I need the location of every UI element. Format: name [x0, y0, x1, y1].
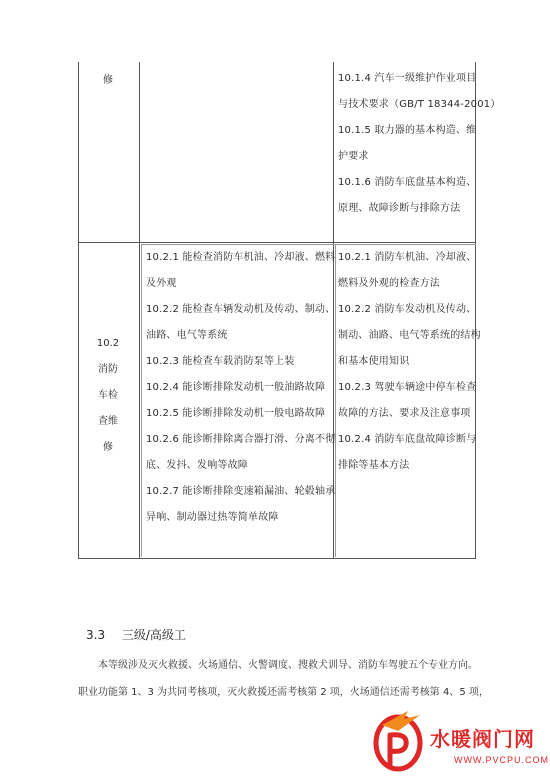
knowledge-line: 10.2.4 消防车底盘故障诊断与 — [338, 434, 477, 445]
skill-line: 10.2.3 能检查车载消防泵等上装 — [146, 356, 295, 367]
skill-line: 底、发抖、发响等故障 — [146, 460, 248, 471]
knowledge-line: 原理、故障诊断与排除方法 — [338, 203, 461, 214]
category-text: 修 — [103, 75, 113, 86]
section-title: 三级/高级工 — [121, 628, 186, 642]
knowledge-line: 10.1.5 取力器的基本构造、维 — [338, 125, 477, 136]
knowledge-line: 10.1.4 汽车一级维护作业项目 — [338, 73, 477, 84]
watermark-url: WWW.PVCPU.COM — [454, 755, 549, 765]
category-line: 车检 — [98, 390, 118, 401]
knowledge-line: 与技术要求（GB/T 18344-2001） — [338, 99, 501, 110]
knowledge-line: 和基本使用知识 — [338, 356, 410, 367]
knowledge-line: 护要求 — [338, 151, 369, 162]
body-paragraph: 本等级涉及灭火救援、火场通信、火警调度、搜救犬训导、消防车驾驶五个专业方向。 — [98, 660, 478, 671]
skill-line: 油路、电气等系统 — [146, 330, 228, 341]
cell-knowledge-bottom — [338, 245, 481, 479]
competency-table — [78, 62, 501, 559]
skill-line: 10.2.7 能诊断排除变速箱漏油、轮毂轴承 — [146, 486, 336, 497]
knowledge-line: 故障的方法、要求及注意事项 — [338, 408, 471, 419]
pv-logo-icon — [368, 705, 428, 775]
cell-skills-bottom — [146, 245, 336, 531]
watermark-name: 水暖阀门网 — [430, 727, 535, 751]
skill-line: 10.2.1 能检查消防车机油、冷却液、燃料 — [146, 252, 336, 263]
skill-line: 异响、制动器过热等简单故障 — [146, 512, 279, 523]
category-line: 查维 — [98, 416, 118, 427]
category-line: 10.2 — [96, 338, 120, 349]
skill-line: 10.2.6 能诊断排除离合器打滑、分离不彻 — [146, 434, 336, 445]
knowledge-line: 10.2.1 消防车机油、冷却液、 — [338, 252, 477, 263]
cell-category-top — [78, 68, 138, 94]
cell-knowledge-top — [338, 66, 501, 222]
knowledge-line: 排除等基本方法 — [338, 460, 410, 471]
category-line: 消防 — [98, 364, 118, 375]
skill-line: 10.2.4 能诊断排除发动机一般油路故障 — [146, 382, 326, 393]
skill-line: 10.2.2 能检查车辆发动机及传动、制动、 — [146, 304, 336, 315]
knowledge-line: 10.1.6 消防车底盘基本构造、 — [338, 177, 477, 188]
skill-line: 及外观 — [146, 278, 177, 289]
table-row-top — [78, 62, 501, 242]
knowledge-line: 10.2.3 驾驶车辆途中停车检查 — [338, 382, 477, 393]
knowledge-line: 制动、油路、电气等系统的结构 — [338, 330, 481, 341]
section-number: 3.3 — [86, 628, 106, 642]
cell-category-bottom — [78, 331, 138, 461]
category-line: 修 — [103, 442, 113, 453]
knowledge-line: 10.2.2 消防车发动机及传动、 — [338, 304, 477, 315]
table-row-bottom — [78, 243, 481, 559]
skill-line: 10.2.5 能诊断排除发动机一般电路故障 — [146, 408, 326, 419]
knowledge-line: 燃料及外观的检查方法 — [338, 278, 440, 289]
body-paragraph: 职业功能第 1、3 为共同考核项，灭火救援还需考核第 2 项，火场通信还需考核第 4、5 项， — [78, 687, 489, 698]
watermark-logo — [368, 705, 550, 778]
section-heading — [86, 626, 186, 643]
